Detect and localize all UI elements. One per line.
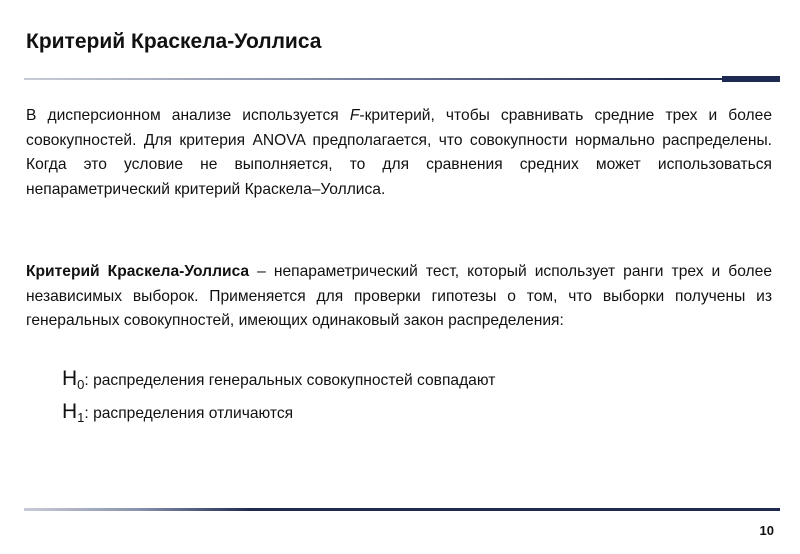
definition-term: Критерий Краскела-Уоллиса [26, 263, 250, 280]
null-hypothesis-subscript: 0 [77, 377, 85, 392]
definition-text: – непараметрический тест, который использует ранги трех и более независимых выборок. Применяется для проверки гипотезы о том, что выборки получены из генеральных совокупностей, имеющих одинаковый закон распределения: [26, 263, 772, 329]
intro-text-rest: -критерий, чтобы сравнивать средние трех и более совокупностей. Для критерия ANOVA предполагается, что совокупности нормально распределены. Когда это условие не выполняется, то для сравнения средних может использоваться непараметрический критерий Краскела–Уоллиса. [26, 107, 772, 198]
null-hypothesis-letter: H [62, 367, 78, 390]
slide-title: Критерий Краскела-Уоллиса [26, 30, 322, 53]
null-hypothesis [62, 367, 495, 392]
footer-divider [24, 508, 780, 511]
definition-paragraph [26, 260, 772, 334]
alternative-hypothesis-subscript: 1 [77, 410, 85, 425]
title-divider-accent [722, 76, 780, 82]
title-divider [24, 78, 780, 80]
alternative-hypothesis [62, 400, 293, 425]
null-hypothesis-text: : распределения генеральных совокупностей совпадают [84, 372, 496, 389]
alternative-hypothesis-letter: H [62, 400, 78, 423]
intro-paragraph [26, 104, 772, 202]
intro-text-start: В дисперсионном анализе используется [26, 107, 350, 124]
page-number: 10 [759, 523, 774, 538]
f-letter: F [349, 107, 360, 124]
alternative-hypothesis-text: : распределения отличаются [84, 405, 294, 422]
